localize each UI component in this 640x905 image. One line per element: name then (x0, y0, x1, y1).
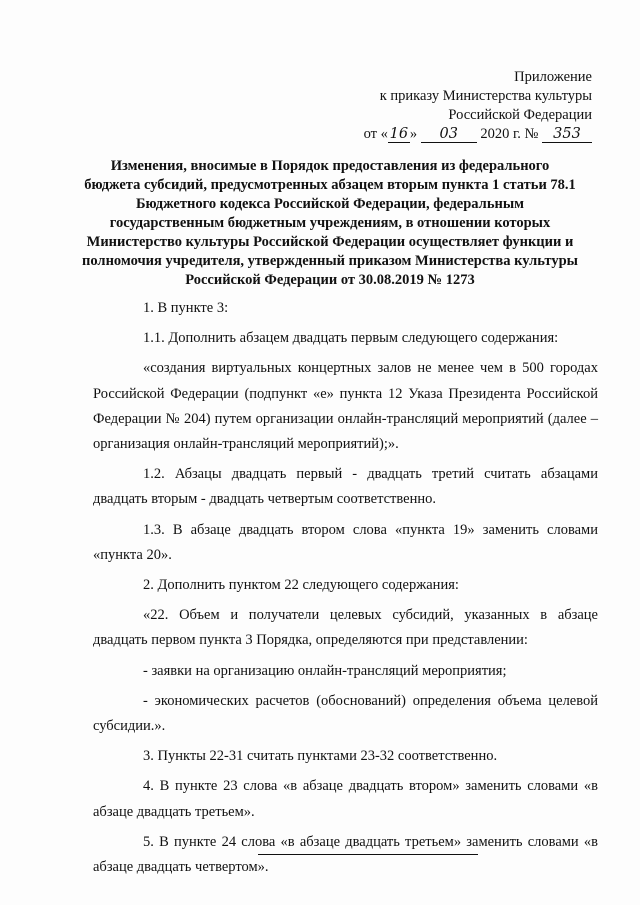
document-body (93, 296, 598, 885)
date-quote-close: » (409, 126, 418, 142)
paragraph-bullet-1: - заявки на организацию онлайн-трансляций мероприятия; (143, 662, 507, 679)
paragraph-4: 4. В пункте 23 слова «в абзаце двадцать втором» заменить словами «в абзаце двадцать третьем». (93, 778, 598, 820)
paragraph-quote-1: «создания виртуальных концертных залов не менее чем в 500 городах Российской Федерации (подпункт «е» пункта 12 Указа Президента Российской Федерации № 204) путем организации онлайн-трансляций мероприятий (далее – организация онлайн-трансляций мероприятий);». (93, 360, 598, 453)
handwritten-order-number: 353 (542, 126, 592, 143)
handwritten-day: 16 (389, 126, 409, 142)
appendix-title: Приложение (514, 69, 592, 85)
date-year: 2020 г. № (480, 126, 539, 142)
appendix-date-line (364, 125, 592, 144)
document-title: Изменения, вносимые в Порядок предоставления из федерального бюджета субсидий, предусмотренных абзацем вторым пункта 1 статьи 78.1 Бюджетного кодекса Российской Федерации, федеральным государственным бюджетным учреждениям, в отношении которых Министерство культуры Российской Федерации осуществляет функции и полномочия учредителя, утвержденный приказом Министерства культуры Российской Федерации от 30.08.2019 № 1273 (82, 158, 578, 288)
paragraph-1-3: 1.3. В абзаце двадцать втором слова «пункта 19» заменить словами «пункта 20». (93, 521, 598, 563)
paragraph-bullet-2: - экономических расчетов (обоснований) определения объема целевой субсидии.». (93, 692, 598, 735)
paragraph-3: 3. Пункты 22-31 считать пунктами 23-32 соответственно. (143, 748, 498, 765)
paragraph-1: 1. В пункте 3: (143, 300, 229, 316)
appendix-header (364, 68, 592, 144)
paragraph-1-1: 1.1. Дополнить абзацем двадцать первым следующего содержания: (143, 330, 559, 347)
paragraph-quote-22: «22. Объем и получатели целевых субсидий, указанных в абзаце двадцать первом пункта 3 Порядка, определяются при представлении: (93, 607, 598, 649)
date-prefix: от « (363, 126, 388, 142)
paragraph-2: 2. Дополнить пунктом 22 следующего содержания: (143, 577, 459, 594)
paragraph-5: 5. В пункте 24 слова «в абзаце двадцать третьем» заменить словами «в абзаце двадцать четвертом». (93, 833, 598, 876)
appendix-federation: Российской Федерации (448, 107, 592, 123)
appendix-order-ref: к приказу Министерства культуры (379, 88, 592, 104)
paragraph-1-2: 1.2. Абзацы двадцать первый - двадцать третий считать абзацами двадцать вторым - двадцать четвертым соответственно. (93, 466, 598, 508)
handwritten-month: 03 (421, 126, 477, 143)
closing-divider (258, 854, 478, 855)
